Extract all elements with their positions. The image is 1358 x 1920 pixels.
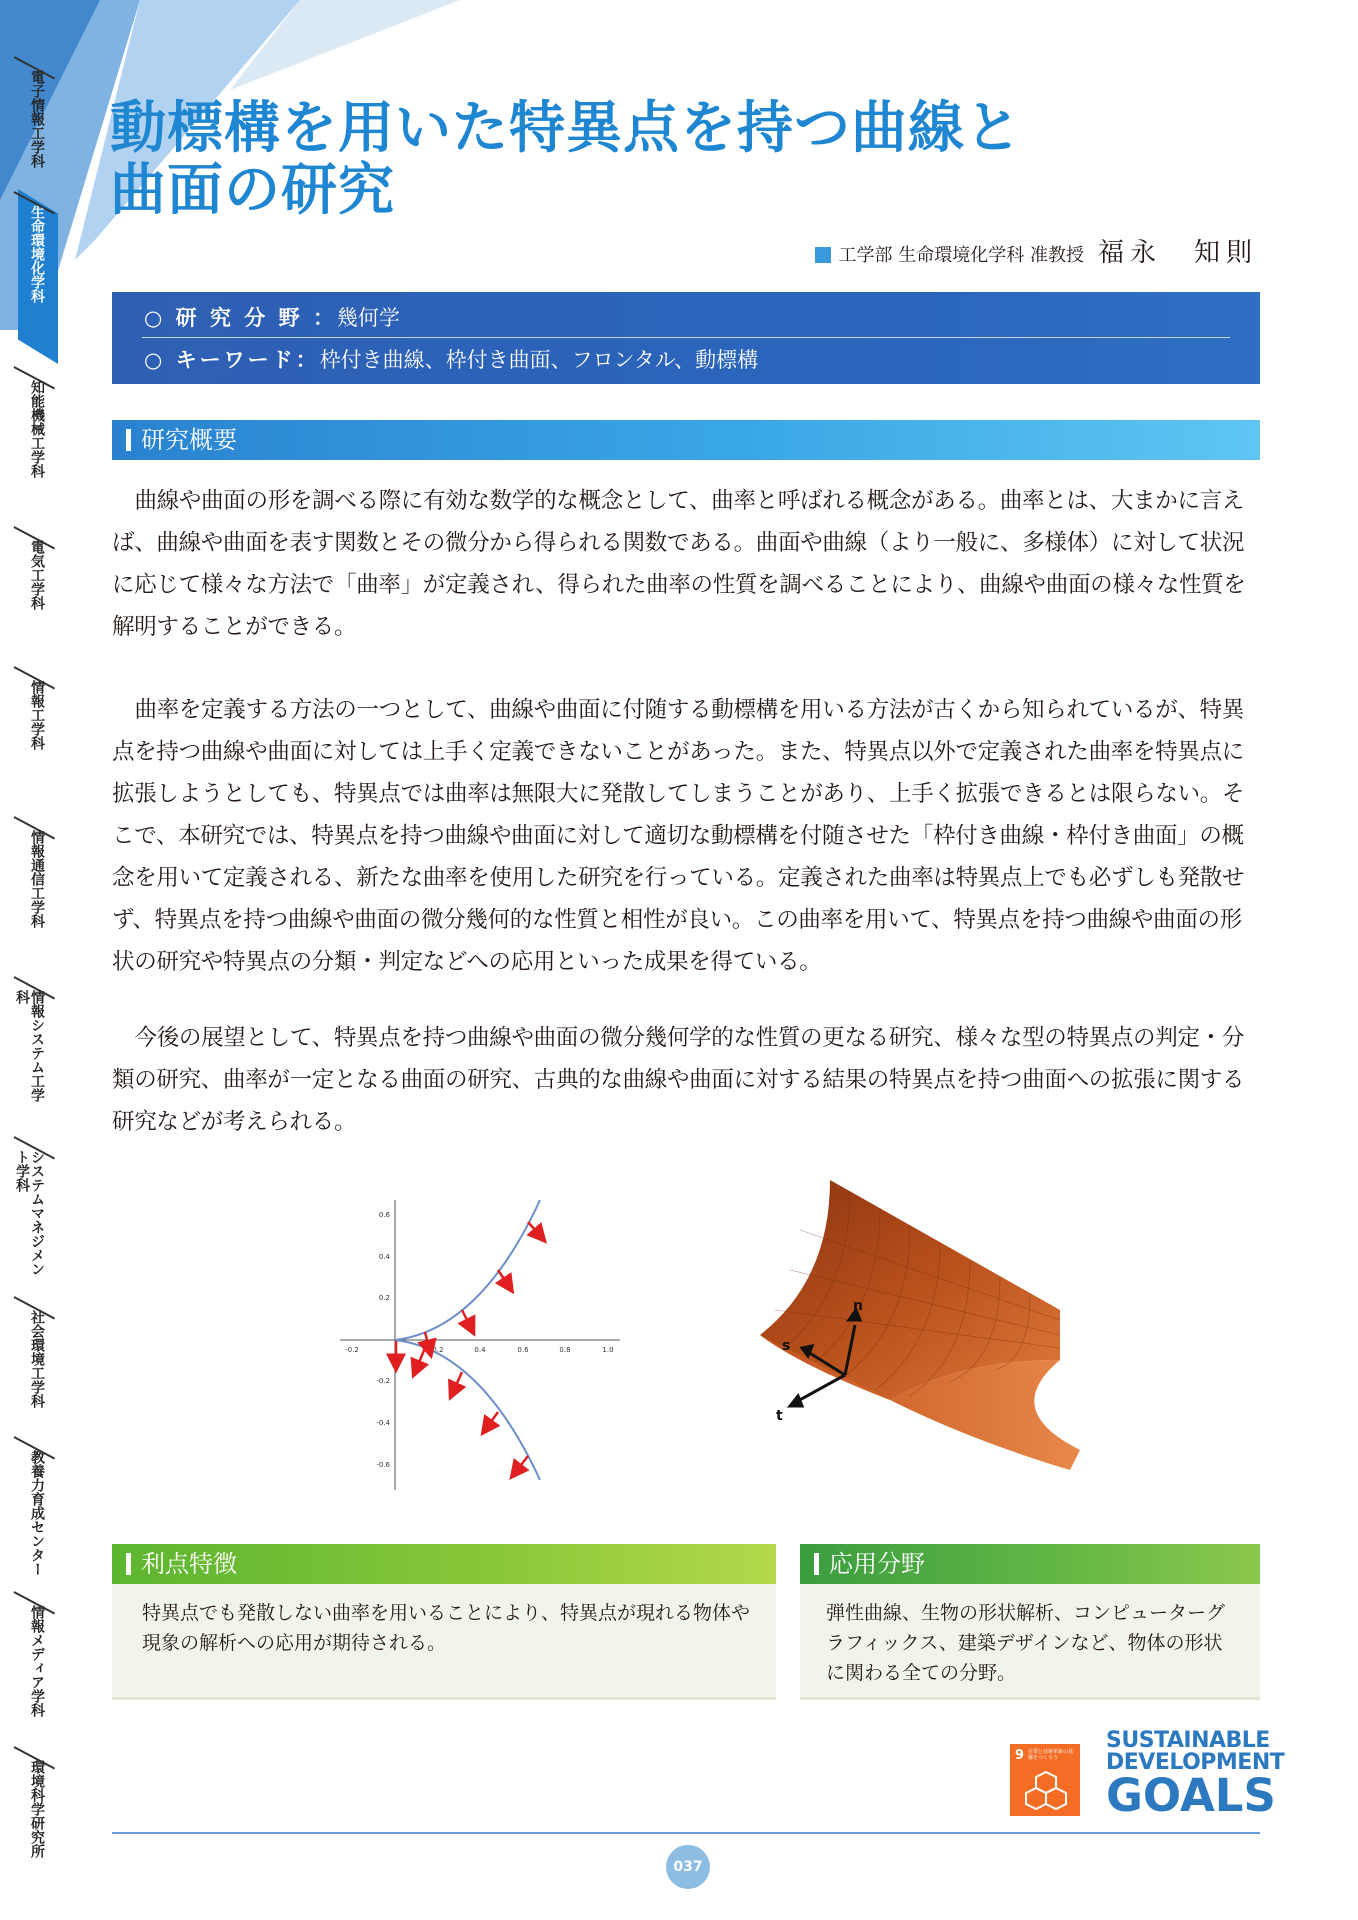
page-title [110,98,1260,222]
cubes-icon [1024,1768,1068,1810]
overview-paragraph-3: 今後の展望として、特異点を持つ曲線や曲面の微分幾何学的な性質の更なる研究、様々な型の特異点の判定・分類の研究、曲率が一定となる曲面の研究、古典的な曲線や曲面に対する結果の特異点を持つ曲面への拡張に関する研究などが考えられる。 [112,1025,1245,1135]
research-field-row [144,302,400,332]
overview-heading [112,420,1260,460]
page-number: 037 [666,1845,710,1889]
author-affiliation: 工学部 生命環境化学科 准教授 [838,245,1084,266]
author-line [815,232,1258,269]
overview-heading-text: 研究概要 [141,426,237,454]
x-tick-label: 0.8 [559,1346,571,1354]
department-sidebar [0,40,70,1920]
advantages-body: 特異点でも発散しない曲率を用いることにより、特異点が現れる物体や現象の解析への応用が期待される。 [112,1584,776,1700]
sidebar-item[interactable] [0,1450,70,1580]
keywords-row [144,344,758,374]
sidebar-item[interactable] [0,1760,70,1870]
sdg-goal-number: 9 [1015,1748,1025,1763]
field-divider [142,337,1230,338]
sidebar-item-label: 知能機械工学科 [29,380,45,478]
sdg-logo [1106,1728,1285,1822]
sidebar-item[interactable] [0,1310,70,1410]
frame-vector [485,1412,498,1430]
x-tick-label: 0.4 [474,1346,486,1354]
applications-heading-text: 応用分野 [829,1550,925,1578]
x-tick-label: 0.2 [432,1346,444,1354]
author-name: 福永 知則 [1097,238,1258,268]
y-tick-label: -0.2 [376,1377,390,1385]
sidebar-item[interactable] [0,830,70,950]
applications-body: 弾性曲線、生物の形状解析、コンピューターグラフィックス、建築デザインなど、物体の形状に関わる全ての分野。 [800,1584,1260,1700]
overview-paragraph-2: 曲率を定義する方法の一つとして、曲線や曲面に付随する動標構を用いる方法が古くから知られているが、特異点を持つ曲線や曲面に対しては上手く定義できないことがあった。また、特異点以外で定義された曲率を特異点に拡張しようとしても、特異点では曲率は無限大に発散してしまうことがあり、上手く拡張できるとは限らない。そこで、本研究では、特異点を持つ曲線や曲面に対して適切な動標構を付随させた「枠付き曲線・枠付き曲面」の概念を用いて定義される、新たな曲率を使用した研究を行っている。定義された曲率は特異点上でも必ずしも発散せず、特異点を持つ曲線や曲面の微分幾何的な性質と相性が良い。この曲率を用いて、特異点を持つ曲線や曲面の形状の研究や特異点の分類・判定などへの応用といった成果を得ている。 [112,697,1245,975]
sidebar-item-label: 社会環境工学科 [29,1310,45,1408]
advantages-heading [112,1544,776,1584]
y-tick-label: -0.6 [376,1461,390,1469]
sidebar-item[interactable] [0,1150,70,1280]
x-tick-label: 0.6 [517,1346,529,1354]
heading-bar-icon [126,1553,131,1575]
applications-heading [800,1544,1260,1584]
x-tick-label: -0.2 [345,1346,359,1354]
research-field-box [112,292,1260,384]
sidebar-item-label: 電気工学科 [29,540,45,610]
title-line-2: 曲面の研究 [110,158,395,223]
y-tick-label: 0.4 [378,1253,390,1261]
sidebar-item[interactable] [0,1605,70,1725]
cuspidal-surface-figure [740,1170,1080,1490]
sdg-logo-line-2: DEVELOPMENT [1106,1750,1285,1775]
keywords-label: ○ キーワード： [144,348,320,372]
sidebar-item[interactable] [0,380,70,510]
label-n: n [853,1298,863,1314]
heading-bar-icon [814,1553,819,1575]
sidebar-item-label: 教養力育成センター [29,1450,45,1576]
research-field-label: ○ 研 究 分 野 ： [144,306,337,330]
sidebar-item-label: 生命環境化学科 [29,205,45,303]
frame-vector [528,1222,542,1238]
advantages-heading-text: 利点特徴 [141,1550,237,1578]
frame-vector [415,1348,425,1372]
research-field-value: 幾何学 [336,306,400,330]
frame-vector [462,1310,472,1330]
tangent-vector-t [796,1375,845,1402]
sidebar-item-label: 情報工学科 [29,680,45,750]
sidebar-item[interactable] [0,70,70,190]
cusp-curve-figure [330,1180,630,1500]
cusp-lower-branch [395,1340,540,1480]
sidebar-item-label: 情報通信工学科 [29,830,45,928]
sidebar-item-label: システムマネジメント学科 [14,1150,45,1276]
sidebar-item[interactable] [0,680,70,790]
sidebar-item[interactable] [0,205,70,350]
sdg-logo-line-1: SUSTAINABLE [1106,1728,1270,1753]
label-t: t [776,1408,783,1424]
label-s: s [782,1338,791,1354]
y-tick-label: -0.4 [376,1419,390,1427]
sidebar-item-label: 環境科学研究所 [29,1760,45,1858]
frame-vector [514,1456,528,1474]
y-tick-label: 0.6 [378,1211,390,1219]
sidebar-item-label: 情報システム工学科 [14,990,45,1102]
sdg-goal-9-icon [1010,1744,1080,1816]
sidebar-item[interactable] [0,990,70,1110]
square-bullet-icon [815,247,831,263]
frame-vector [452,1372,462,1394]
sidebar-item[interactable] [0,540,70,630]
x-tick-label: 1.0 [602,1346,614,1354]
sdg-logo-line-3: GOALS [1106,1769,1276,1822]
title-line-1: 動標構を用いた特異点を持つ曲線と [110,96,1022,161]
sdg-goal-text: 産業と技術革新の基盤をつくろう [1028,1749,1074,1761]
frame-vector [498,1270,510,1288]
y-tick-label: 0.2 [378,1294,390,1302]
footer-line [112,1832,1260,1834]
sidebar-item-label: 電子情報工学科 [29,70,45,168]
heading-bar-icon [126,429,131,451]
overview-paragraph-1: 曲線や曲面の形を調べる際に有効な数学的な概念として、曲率と呼ばれる概念がある。曲率とは、大まかに言えば、曲線や曲面を表す関数とその微分から得られる関数である。曲面や曲線（より一般に、多様体）に対して状況に応じて様々な方法で「曲率」が定義され、得られた曲率の性質を調べることにより、曲線や曲面の様々な性質を解明することができる。 [112,488,1246,640]
keywords-value: 枠付き曲線、枠付き曲面、フロンタル、動標構 [319,348,759,372]
sidebar-item-label: 情報メディア学科 [29,1605,45,1717]
